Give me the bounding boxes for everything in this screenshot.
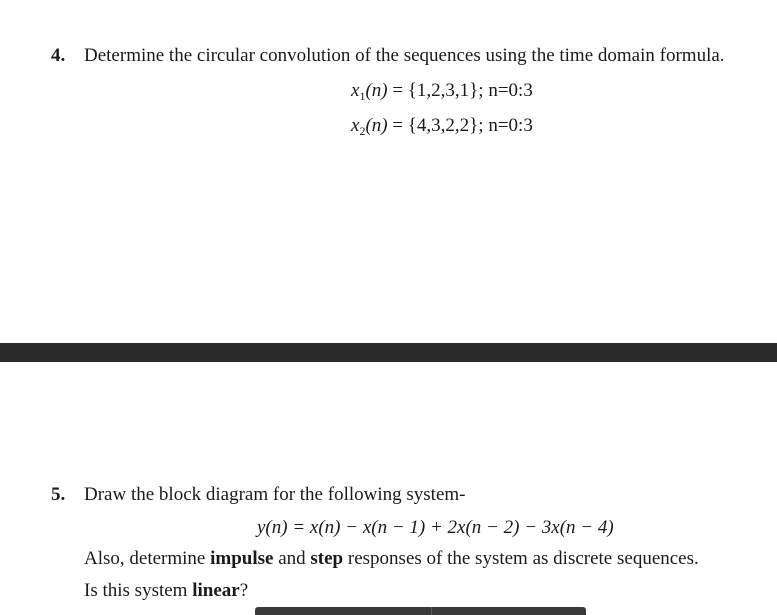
- eq1-rhs: = {1,2,3,1}; n=0:3: [387, 80, 533, 101]
- line3-text-post: ?: [239, 580, 249, 601]
- question-4-number: 4.: [51, 45, 66, 66]
- question-5-prompt: Draw the block diagram for the following system-: [84, 484, 466, 505]
- question-5-number: 5.: [51, 484, 66, 505]
- question-5-equation: y(n) = x(n) − x(n − 1) + 2x(n − 2) − 3x(n − 4): [257, 517, 614, 538]
- eq2-argument: (n): [365, 115, 388, 136]
- bottom-toolbar[interactable]: [255, 607, 586, 615]
- question-4-prompt: Determine the circular convolution of the sequences using the time domain formula.: [84, 45, 725, 66]
- line2-text-mid: and: [273, 548, 311, 569]
- line2-impulse-bold: impulse: [210, 548, 274, 569]
- question-5-line-3: [84, 580, 248, 602]
- question-4-equation-1: [351, 80, 533, 102]
- line3-text-pre: Is this system: [84, 580, 193, 601]
- eq2-variable: x: [351, 115, 360, 136]
- line2-text-post: responses of the system as discrete sequences.: [343, 548, 699, 569]
- eq1-variable: x: [351, 80, 360, 101]
- eq2-subscript: 2: [359, 124, 366, 138]
- page-separator-band: [0, 343, 777, 362]
- line2-step-bold: step: [310, 548, 344, 569]
- question-4-equation-2: [351, 115, 533, 137]
- question-5-line-2: [84, 548, 699, 570]
- line2-text-pre: Also, determine: [84, 548, 211, 569]
- eq1-argument: (n): [365, 80, 388, 101]
- eq1-subscript: 1: [359, 89, 366, 103]
- toolbar-divider: [431, 607, 432, 615]
- line3-linear-bold: linear: [192, 580, 240, 601]
- eq2-rhs: = {4,3,2,2}; n=0:3: [387, 115, 533, 136]
